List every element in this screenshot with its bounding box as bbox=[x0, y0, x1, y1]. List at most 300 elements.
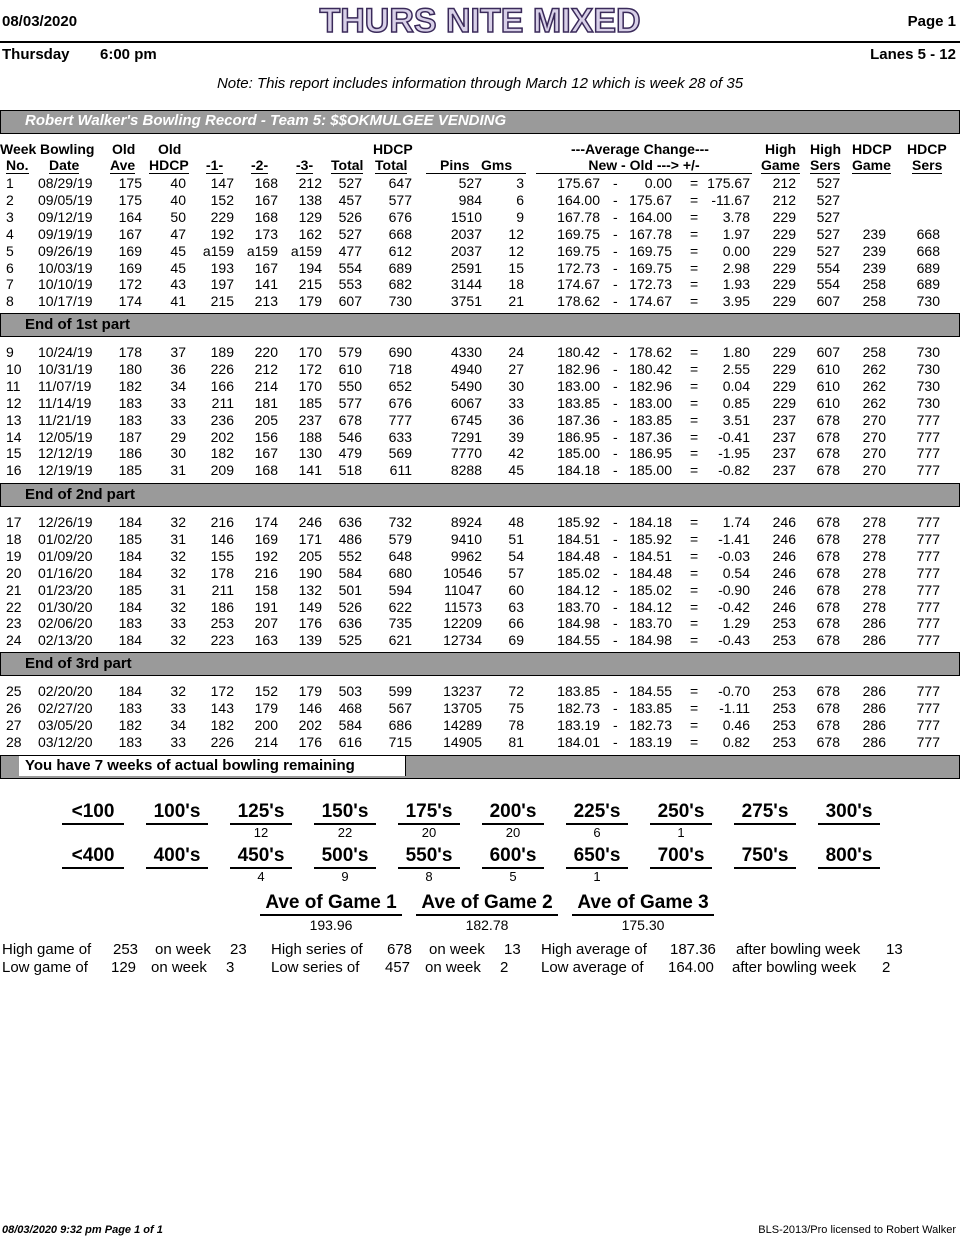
minus-sign: - bbox=[613, 683, 618, 699]
game-bucket-label: 300's bbox=[818, 801, 880, 825]
cell-date: 02/27/20 bbox=[38, 699, 93, 716]
cell-oave: 187 bbox=[118, 428, 142, 445]
cell-tot: 554 bbox=[338, 259, 362, 276]
cell-hdg: 278 bbox=[862, 530, 886, 547]
minus-sign: - bbox=[613, 514, 618, 530]
report-date: 08/03/2020 bbox=[2, 13, 78, 30]
cell-oave: 184 bbox=[118, 683, 142, 699]
page-number: Page 1 bbox=[907, 13, 956, 30]
cell-new: 187.36 bbox=[557, 411, 600, 428]
cell-hds: 777 bbox=[916, 445, 940, 462]
equals-sign: = bbox=[690, 598, 699, 615]
low-series-on: on week bbox=[425, 959, 481, 976]
cell-g2: 152 bbox=[254, 683, 278, 699]
cell-oave: 185 bbox=[118, 462, 142, 479]
cell-hds: 777 bbox=[916, 615, 940, 632]
col-game1: -1- bbox=[206, 157, 224, 173]
cell-pm: 1.29 bbox=[722, 615, 750, 632]
series-bucket-label: 700's bbox=[650, 845, 712, 869]
cell-gms: 48 bbox=[508, 514, 524, 530]
cell-gms: 24 bbox=[508, 344, 524, 360]
cell-hds: 777 bbox=[916, 428, 940, 445]
cell-oave: 184 bbox=[118, 547, 142, 564]
header-rule bbox=[0, 41, 960, 43]
col-hdcpsers-bot: Sers bbox=[912, 157, 943, 173]
cell-wk: 5 bbox=[6, 242, 14, 259]
league-title: THURS NITE MIXED bbox=[319, 2, 641, 40]
high-game-value: 253 bbox=[113, 941, 139, 958]
table-row bbox=[0, 700, 960, 717]
cell-g2: 191 bbox=[254, 598, 278, 615]
cell-pins: 9410 bbox=[450, 530, 482, 547]
cell-g2: a159 bbox=[246, 242, 278, 259]
cell-ohdcp: 33 bbox=[170, 699, 186, 716]
cell-gms: 12 bbox=[508, 242, 524, 259]
equals-sign: = bbox=[690, 716, 699, 733]
cell-date: 09/05/19 bbox=[38, 191, 93, 208]
cell-g1: 152 bbox=[210, 191, 234, 208]
series-bucket-label: 800's bbox=[818, 845, 880, 869]
league-lanes: Lanes 5 - 12 bbox=[870, 46, 956, 63]
cell-new: 174.67 bbox=[557, 276, 600, 293]
low-game-on: on week bbox=[151, 959, 207, 976]
high-game-label: High game of bbox=[2, 941, 92, 958]
cell-pins: 7291 bbox=[450, 428, 482, 445]
cell-gms: 39 bbox=[508, 428, 524, 445]
cell-g3: 132 bbox=[298, 581, 322, 598]
cell-hg: 229 bbox=[772, 360, 796, 377]
cell-wk: 28 bbox=[6, 733, 22, 750]
cell-htot: 594 bbox=[388, 581, 412, 598]
cell-ohdcp: 33 bbox=[170, 615, 186, 632]
cell-old: 182.73 bbox=[629, 716, 672, 733]
col-oldave-bot: Ave bbox=[110, 157, 136, 173]
col-hdcptotal-bot: Total bbox=[375, 157, 408, 173]
cell-gms: 27 bbox=[508, 360, 524, 377]
cell-new: 183.85 bbox=[557, 394, 600, 411]
table-row bbox=[0, 192, 960, 209]
cell-hdg: 258 bbox=[862, 293, 886, 310]
cell-old: 184.98 bbox=[629, 632, 672, 649]
cell-hdg: 278 bbox=[862, 514, 886, 530]
col-week-bot: No. bbox=[6, 157, 29, 173]
low-game-label: Low game of bbox=[2, 959, 88, 976]
cell-old: 183.85 bbox=[629, 411, 672, 428]
cell-hg: 229 bbox=[772, 394, 796, 411]
low-average-week: 2 bbox=[882, 959, 891, 976]
cell-date: 10/24/19 bbox=[38, 344, 93, 360]
cell-old: 184.51 bbox=[629, 547, 672, 564]
low-series-label: Low series of bbox=[271, 959, 360, 976]
cell-old: 184.12 bbox=[629, 598, 672, 615]
table-row bbox=[0, 531, 960, 548]
cell-new: 180.42 bbox=[557, 344, 600, 360]
cell-pm: 0.04 bbox=[722, 377, 750, 394]
cell-old: 185.92 bbox=[629, 530, 672, 547]
cell-pins: 7770 bbox=[450, 445, 482, 462]
cell-hdg: 286 bbox=[862, 699, 886, 716]
cell-new: 169.75 bbox=[557, 242, 600, 259]
cell-g3: 162 bbox=[298, 225, 322, 242]
cell-hg: 212 bbox=[772, 175, 796, 191]
report-note: Note: This report includes information through March 12 which is week 28 of 35 bbox=[216, 75, 744, 92]
cell-ohdcp: 34 bbox=[170, 377, 186, 394]
minus-sign: - bbox=[613, 276, 618, 293]
cell-g1: 186 bbox=[210, 598, 234, 615]
cell-hdg: 262 bbox=[862, 394, 886, 411]
cell-tot: 616 bbox=[338, 733, 362, 750]
cell-tot: 636 bbox=[338, 514, 362, 530]
minus-sign: - bbox=[613, 530, 618, 547]
game-average-label: Ave of Game 3 bbox=[572, 892, 714, 916]
cell-g3: a159 bbox=[290, 242, 322, 259]
cell-new: 167.78 bbox=[557, 208, 600, 225]
cell-htot: 730 bbox=[388, 293, 412, 310]
cell-date: 12/12/19 bbox=[38, 445, 93, 462]
cell-hdg: 278 bbox=[862, 564, 886, 581]
cell-hdg: 239 bbox=[862, 259, 886, 276]
cell-hg: 212 bbox=[772, 191, 796, 208]
cell-wk: 1 bbox=[6, 175, 14, 191]
cell-tot: 550 bbox=[338, 377, 362, 394]
cell-g2: 158 bbox=[254, 581, 278, 598]
cell-hds: 777 bbox=[916, 530, 940, 547]
cell-hs: 554 bbox=[816, 259, 840, 276]
remaining-bar bbox=[0, 755, 960, 779]
cell-new: 183.19 bbox=[557, 716, 600, 733]
cell-htot: 577 bbox=[388, 191, 412, 208]
cell-pm: -0.41 bbox=[718, 428, 750, 445]
cell-oave: 184 bbox=[118, 632, 142, 649]
cell-hg: 253 bbox=[772, 615, 796, 632]
cell-pins: 984 bbox=[458, 191, 482, 208]
cell-pm: 0.54 bbox=[722, 564, 750, 581]
cell-oave: 169 bbox=[118, 242, 142, 259]
equals-sign: = bbox=[690, 175, 699, 191]
cell-hs: 610 bbox=[816, 377, 840, 394]
col-avgchange-top: ---Average Change--- bbox=[571, 141, 709, 157]
cell-g1: 253 bbox=[210, 615, 234, 632]
cell-wk: 7 bbox=[6, 276, 14, 293]
cell-g2: 168 bbox=[254, 208, 278, 225]
cell-hs: 607 bbox=[816, 293, 840, 310]
cell-old: 184.48 bbox=[629, 564, 672, 581]
table-row bbox=[0, 615, 960, 632]
cell-ohdcp: 43 bbox=[170, 276, 186, 293]
cell-old: 183.85 bbox=[629, 699, 672, 716]
cell-hds: 777 bbox=[916, 733, 940, 750]
cell-oave: 164 bbox=[118, 208, 142, 225]
cell-g1: 182 bbox=[210, 716, 234, 733]
cell-tot: 525 bbox=[338, 632, 362, 649]
cell-gms: 6 bbox=[516, 191, 524, 208]
cell-hg: 237 bbox=[772, 445, 796, 462]
cell-gms: 33 bbox=[508, 394, 524, 411]
minus-sign: - bbox=[613, 733, 618, 750]
table-row bbox=[0, 243, 960, 260]
cell-hds: 689 bbox=[916, 259, 940, 276]
cell-hs: 678 bbox=[816, 632, 840, 649]
cell-hds: 777 bbox=[916, 683, 940, 699]
series-bucket-label: 400's bbox=[146, 845, 208, 869]
game-bucket-label: 225's bbox=[566, 801, 628, 825]
table-row bbox=[0, 445, 960, 462]
cell-wk: 19 bbox=[6, 547, 22, 564]
minus-sign: - bbox=[613, 445, 618, 462]
cell-tot: 552 bbox=[338, 547, 362, 564]
cell-hg: 237 bbox=[772, 462, 796, 479]
part-end-label: End of 3rd part bbox=[25, 655, 132, 672]
cell-gms: 9 bbox=[516, 208, 524, 225]
cell-new: 178.62 bbox=[557, 293, 600, 310]
cell-pins: 13705 bbox=[443, 699, 482, 716]
cell-hs: 678 bbox=[816, 462, 840, 479]
cell-gms: 78 bbox=[508, 716, 524, 733]
cell-tot: 636 bbox=[338, 615, 362, 632]
game-bucket-label: 175's bbox=[398, 801, 460, 825]
low-average-value: 164.00 bbox=[668, 959, 714, 976]
cell-tot: 607 bbox=[338, 293, 362, 310]
cell-hg: 246 bbox=[772, 530, 796, 547]
equals-sign: = bbox=[690, 564, 699, 581]
cell-pm: 3.78 bbox=[722, 208, 750, 225]
series-bucket-label: 650's bbox=[566, 845, 628, 869]
table-row bbox=[0, 462, 960, 479]
cell-ohdcp: 45 bbox=[170, 259, 186, 276]
col-week-top: Week bbox=[0, 141, 37, 157]
cell-tot: 584 bbox=[338, 564, 362, 581]
cell-g3: 176 bbox=[298, 733, 322, 750]
cell-hdg: 278 bbox=[862, 547, 886, 564]
low-game-value: 129 bbox=[111, 959, 137, 976]
cell-hds: 730 bbox=[916, 377, 940, 394]
cell-ohdcp: 50 bbox=[170, 208, 186, 225]
cell-hs: 607 bbox=[816, 344, 840, 360]
cell-ohdcp: 32 bbox=[170, 547, 186, 564]
cell-hdg: 239 bbox=[862, 242, 886, 259]
equals-sign: = bbox=[690, 259, 699, 276]
cell-oave: 183 bbox=[118, 615, 142, 632]
cell-old: 175.67 bbox=[629, 191, 672, 208]
cell-g3: 202 bbox=[298, 716, 322, 733]
cell-oave: 175 bbox=[118, 175, 142, 191]
cell-wk: 24 bbox=[6, 632, 22, 649]
cell-new: 184.51 bbox=[557, 530, 600, 547]
record-title: Robert Walker's Bowling Record - Team 5: $$OKMULGEE VENDING bbox=[25, 112, 507, 129]
cell-hdg: 286 bbox=[862, 716, 886, 733]
table-row bbox=[0, 276, 960, 293]
cell-old: 169.75 bbox=[629, 242, 672, 259]
cell-oave: 175 bbox=[118, 191, 142, 208]
cell-pins: 10546 bbox=[443, 564, 482, 581]
cell-pins: 12734 bbox=[443, 632, 482, 649]
cell-tot: 678 bbox=[338, 411, 362, 428]
cell-hs: 678 bbox=[816, 564, 840, 581]
equals-sign: = bbox=[690, 530, 699, 547]
cell-pm: -0.82 bbox=[718, 462, 750, 479]
cell-g1: 178 bbox=[210, 564, 234, 581]
cell-ohdcp: 36 bbox=[170, 360, 186, 377]
cell-g3: 179 bbox=[298, 683, 322, 699]
cell-g1: 197 bbox=[210, 276, 234, 293]
cell-g3: 176 bbox=[298, 615, 322, 632]
cell-hds: 730 bbox=[916, 360, 940, 377]
cell-tot: 479 bbox=[338, 445, 362, 462]
cell-wk: 4 bbox=[6, 225, 14, 242]
cell-pm: -1.41 bbox=[718, 530, 750, 547]
cell-gms: 15 bbox=[508, 259, 524, 276]
cell-hg: 253 bbox=[772, 733, 796, 750]
game-bucket-count: 20 bbox=[421, 825, 437, 840]
cell-htot: 689 bbox=[388, 259, 412, 276]
cell-htot: 735 bbox=[388, 615, 412, 632]
minus-sign: - bbox=[613, 191, 618, 208]
cell-g3: 179 bbox=[298, 293, 322, 310]
cell-date: 03/05/20 bbox=[38, 716, 93, 733]
remaining-text: You have 7 weeks of actual bowling remaining bbox=[25, 757, 355, 774]
cell-hs: 527 bbox=[816, 225, 840, 242]
cell-pm: -0.03 bbox=[718, 547, 750, 564]
cell-old: 186.95 bbox=[629, 445, 672, 462]
cell-oave: 169 bbox=[118, 259, 142, 276]
cell-pins: 4330 bbox=[450, 344, 482, 360]
cell-ohdcp: 47 bbox=[170, 225, 186, 242]
cell-wk: 11 bbox=[6, 377, 21, 394]
cell-hds: 777 bbox=[916, 514, 940, 530]
cell-tot: 610 bbox=[338, 360, 362, 377]
cell-pins: 12209 bbox=[443, 615, 482, 632]
league-day: Thursday bbox=[2, 46, 70, 63]
cell-old: 184.18 bbox=[629, 514, 672, 530]
col-hdcpgame-bot: Game bbox=[852, 157, 891, 173]
cell-hdg: 239 bbox=[862, 225, 886, 242]
cell-tot: 526 bbox=[338, 208, 362, 225]
cell-date: 10/03/19 bbox=[38, 259, 93, 276]
cell-date: 11/21/19 bbox=[38, 411, 92, 428]
minus-sign: - bbox=[613, 581, 618, 598]
cell-gms: 51 bbox=[508, 530, 524, 547]
minus-sign: - bbox=[613, 242, 618, 259]
equals-sign: = bbox=[690, 615, 699, 632]
cell-htot: 622 bbox=[388, 598, 412, 615]
cell-g3: 172 bbox=[298, 360, 322, 377]
game-bucket-label: 200's bbox=[482, 801, 544, 825]
cell-htot: 682 bbox=[388, 276, 412, 293]
equals-sign: = bbox=[690, 683, 699, 699]
cell-g3: 129 bbox=[298, 208, 322, 225]
game-bucket-label: <100 bbox=[62, 801, 124, 825]
cell-g1: 143 bbox=[210, 699, 234, 716]
cell-hdg: 278 bbox=[862, 581, 886, 598]
game-bucket-label: 250's bbox=[650, 801, 712, 825]
cell-hds: 730 bbox=[916, 293, 940, 310]
cell-wk: 2 bbox=[6, 191, 14, 208]
cell-hds: 689 bbox=[916, 276, 940, 293]
cell-hg: 246 bbox=[772, 598, 796, 615]
low-average-after: after bowling week bbox=[732, 959, 857, 976]
game-bucket-label: 275's bbox=[734, 801, 796, 825]
high-game-week: 23 bbox=[230, 941, 247, 958]
minus-sign: - bbox=[613, 716, 618, 733]
cell-tot: 553 bbox=[338, 276, 362, 293]
col-oldhdcp-top: Old bbox=[158, 141, 182, 157]
equals-sign: = bbox=[690, 514, 699, 530]
cell-g1: 155 bbox=[210, 547, 234, 564]
table-row bbox=[0, 412, 960, 429]
cell-hs: 678 bbox=[816, 581, 840, 598]
game-average-value: 182.78 bbox=[465, 917, 509, 933]
cell-wk: 15 bbox=[6, 445, 22, 462]
cell-ohdcp: 33 bbox=[170, 733, 186, 750]
cell-ohdcp: 31 bbox=[170, 581, 186, 598]
cell-oave: 182 bbox=[118, 716, 142, 733]
cell-hds: 777 bbox=[916, 411, 940, 428]
cell-hdg: 270 bbox=[862, 428, 886, 445]
cell-hg: 246 bbox=[772, 564, 796, 581]
cell-g3: 188 bbox=[298, 428, 322, 445]
cell-g1: 229 bbox=[210, 208, 234, 225]
table-row bbox=[0, 429, 960, 446]
equals-sign: = bbox=[690, 225, 699, 242]
cell-pins: 13237 bbox=[443, 683, 482, 699]
cell-hg: 246 bbox=[772, 581, 796, 598]
cell-g3: 149 bbox=[298, 598, 322, 615]
cell-gms: 21 bbox=[508, 293, 524, 310]
cell-pm: 0.00 bbox=[722, 242, 750, 259]
table-row bbox=[0, 717, 960, 734]
cell-pm: 2.55 bbox=[722, 360, 750, 377]
cell-gms: 69 bbox=[508, 632, 524, 649]
cell-gms: 3 bbox=[516, 175, 524, 191]
cell-g1: 226 bbox=[210, 360, 234, 377]
cell-gms: 30 bbox=[508, 377, 524, 394]
cell-pm: 1.80 bbox=[722, 344, 750, 360]
cell-ohdcp: 45 bbox=[170, 242, 186, 259]
table-row bbox=[0, 632, 960, 649]
cell-new: 183.70 bbox=[557, 598, 600, 615]
table-row bbox=[0, 260, 960, 277]
cell-oave: 184 bbox=[118, 514, 142, 530]
table-row bbox=[0, 175, 960, 192]
cell-new: 172.73 bbox=[557, 259, 600, 276]
cell-wk: 27 bbox=[6, 716, 22, 733]
equals-sign: = bbox=[690, 581, 699, 598]
cell-wk: 25 bbox=[6, 683, 22, 699]
cell-g2: 216 bbox=[254, 564, 278, 581]
cell-hdg: 270 bbox=[862, 462, 886, 479]
cell-hg: 253 bbox=[772, 699, 796, 716]
table-row bbox=[0, 734, 960, 751]
cell-date: 02/20/20 bbox=[38, 683, 93, 699]
cell-gms: 57 bbox=[508, 564, 524, 581]
cell-oave: 182 bbox=[118, 377, 142, 394]
equals-sign: = bbox=[690, 293, 699, 310]
cell-g1: 236 bbox=[210, 411, 234, 428]
cell-g2: 173 bbox=[254, 225, 278, 242]
cell-hg: 237 bbox=[772, 411, 796, 428]
table-row bbox=[0, 209, 960, 226]
cell-hdg: 286 bbox=[862, 733, 886, 750]
series-bucket-count: 4 bbox=[257, 869, 265, 884]
cell-g1: 211 bbox=[211, 394, 234, 411]
cell-pins: 14289 bbox=[443, 716, 482, 733]
cell-tot: 527 bbox=[338, 225, 362, 242]
cell-wk: 17 bbox=[6, 514, 22, 530]
cell-hs: 678 bbox=[816, 683, 840, 699]
cell-pins: 6067 bbox=[450, 394, 482, 411]
cell-date: 11/07/19 bbox=[38, 377, 92, 394]
cell-g1: 193 bbox=[210, 259, 234, 276]
